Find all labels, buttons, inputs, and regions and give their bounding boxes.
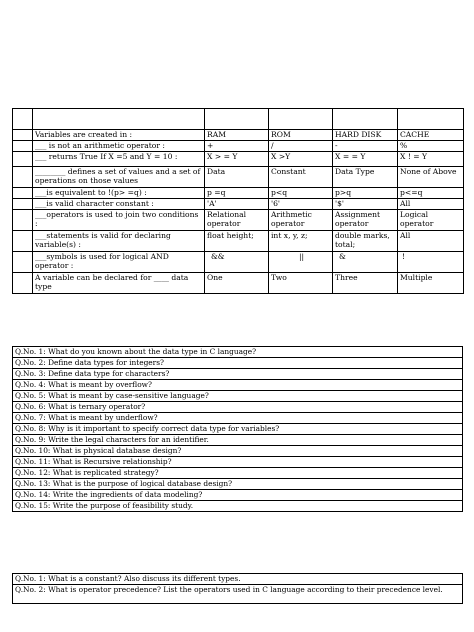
question-text: Q.No. 15: Write the purpose of feasibility study.	[13, 501, 463, 512]
mcq-num	[13, 130, 33, 141]
long-questions-table	[12, 573, 463, 604]
mcq-row	[13, 141, 464, 152]
mcq-row	[13, 152, 464, 167]
mcq-option: int x, y, z;	[269, 231, 333, 252]
question-row	[13, 369, 463, 380]
question-text: Q.No. 6: What is ternary operator?	[13, 402, 463, 413]
mcq-question: ________ defines a set of values and a set of operations on those values	[33, 167, 205, 188]
short-questions-table	[12, 346, 463, 512]
mcq-question: ___ returns True If X =5 and Y = 10 :	[33, 152, 205, 167]
question-text: Q.No. 12: What is replicated strategy?	[13, 468, 463, 479]
question-text: Q.No. 7: What is meant by underflow?	[13, 413, 463, 424]
mcq-option: Relational operator	[205, 210, 269, 231]
question-row	[13, 574, 463, 585]
mcq-option: ROM	[269, 130, 333, 141]
mcq-header-cell	[333, 109, 398, 130]
question-text: Q.No. 10: What is physical database design?	[13, 446, 463, 457]
mcq-option: p<q	[269, 188, 333, 199]
mcq-option: Arithmetic operator	[269, 210, 333, 231]
mcq-option: !	[398, 252, 464, 273]
question-row	[13, 490, 463, 501]
question-text: Q.No. 3: Define data type for characters?	[13, 369, 463, 380]
mcq-row	[13, 188, 464, 199]
mcq-option: Assignment operator	[333, 210, 398, 231]
mcq-option: '6'	[269, 199, 333, 210]
mcq-row	[13, 273, 464, 294]
mcq-header-cell	[398, 109, 464, 130]
mcq-option: 'A'	[205, 199, 269, 210]
mcq-option: &	[333, 252, 398, 273]
mcq-row	[13, 210, 464, 231]
mcq-option: CACHE	[398, 130, 464, 141]
mcq-num	[13, 210, 33, 231]
mcq-option: X >Y	[269, 152, 333, 167]
mcq-option: /	[269, 141, 333, 152]
mcq-option: One	[205, 273, 269, 294]
question-text: Q.No. 1: What do you known about the data type in C language?	[13, 347, 463, 358]
question-row	[13, 585, 463, 604]
mcq-num	[13, 199, 33, 210]
mcq-option: ||	[269, 252, 333, 273]
mcq-row	[13, 167, 464, 188]
mcq-option: %	[398, 141, 464, 152]
mcq-option: p =q	[205, 188, 269, 199]
question-row	[13, 380, 463, 391]
question-row	[13, 479, 463, 490]
question-row	[13, 501, 463, 512]
mcq-row	[13, 130, 464, 141]
question-row	[13, 435, 463, 446]
mcq-question: A variable can be declared for ____ data type	[33, 273, 205, 294]
question-text: Q.No. 5: What is meant by case-sensitive language?	[13, 391, 463, 402]
question-row	[13, 446, 463, 457]
mcq-option: Constant	[269, 167, 333, 188]
mcq-option: '$'	[333, 199, 398, 210]
mcq-option: X > = Y	[205, 152, 269, 167]
mcq-option: Data	[205, 167, 269, 188]
mcq-option: RAM	[205, 130, 269, 141]
mcq-question: ___statements is valid for declaring variable(s) :	[33, 231, 205, 252]
mcq-question: ___is equivalent to !(p> =q) :	[33, 188, 205, 199]
question-row	[13, 424, 463, 435]
mcq-option: X = = Y	[333, 152, 398, 167]
question-row	[13, 402, 463, 413]
mcq-option: X ! = Y	[398, 152, 464, 167]
question-text: Q.No. 9: Write the legal characters for an identifier.	[13, 435, 463, 446]
mcq-num	[13, 188, 33, 199]
question-text: Q.No. 14: Write the ingredients of data modeling?	[13, 490, 463, 501]
mcq-option: All	[398, 231, 464, 252]
mcq-option: p<=q	[398, 188, 464, 199]
question-row	[13, 457, 463, 468]
mcq-option: Data Type	[333, 167, 398, 188]
mcq-header-cell	[33, 109, 205, 130]
mcq-option: Three	[333, 273, 398, 294]
mcq-num	[13, 231, 33, 252]
mcq-header-cell	[269, 109, 333, 130]
mcq-option: double marks, total;	[333, 231, 398, 252]
mcq-header-cell	[205, 109, 269, 130]
mcq-num	[13, 167, 33, 188]
mcq-question: Variables are created in :	[33, 130, 205, 141]
question-text: Q.No. 13: What is the purpose of logical database design?	[13, 479, 463, 490]
mcq-header-cell	[13, 109, 33, 130]
mcq-row	[13, 199, 464, 210]
question-text: Q.No. 8: Why is it important to specify correct data type for variables?	[13, 424, 463, 435]
mcq-num	[13, 152, 33, 167]
question-text: Q.No. 4: What is meant by overflow?	[13, 380, 463, 391]
mcq-table	[12, 108, 464, 294]
mcq-option: Multiple	[398, 273, 464, 294]
mcq-option: float height;	[205, 231, 269, 252]
mcq-option: -	[333, 141, 398, 152]
mcq-question: ___symbols is used for logical AND operator :	[33, 252, 205, 273]
question-text: Q.No. 2: What is operator precedence? List the operators used in C language according to their precedence level.	[13, 585, 463, 604]
question-text: Q.No. 11: What is Recursive relationship?	[13, 457, 463, 468]
mcq-header-row	[13, 109, 464, 130]
mcq-option: &&	[205, 252, 269, 273]
question-row	[13, 391, 463, 402]
question-row	[13, 358, 463, 369]
question-text: Q.No. 2: Define data types for integers?	[13, 358, 463, 369]
mcq-question: ___ is not an arithmetic operator :	[33, 141, 205, 152]
mcq-num	[13, 141, 33, 152]
mcq-question: ___operators is used to join two conditions :	[33, 210, 205, 231]
mcq-option: Logical operator	[398, 210, 464, 231]
mcq-option: Two	[269, 273, 333, 294]
question-text: Q.No. 1: What is a constant? Also discuss its different types.	[13, 574, 463, 585]
mcq-option: p>q	[333, 188, 398, 199]
mcq-option: +	[205, 141, 269, 152]
mcq-option: None of Above	[398, 167, 464, 188]
mcq-num	[13, 273, 33, 294]
mcq-row	[13, 231, 464, 252]
mcq-num	[13, 252, 33, 273]
mcq-option: All	[398, 199, 464, 210]
question-row	[13, 468, 463, 479]
mcq-row	[13, 252, 464, 273]
question-row	[13, 347, 463, 358]
mcq-question: ___is valid character constant :	[33, 199, 205, 210]
mcq-option: HARD DISK	[333, 130, 398, 141]
question-row	[13, 413, 463, 424]
